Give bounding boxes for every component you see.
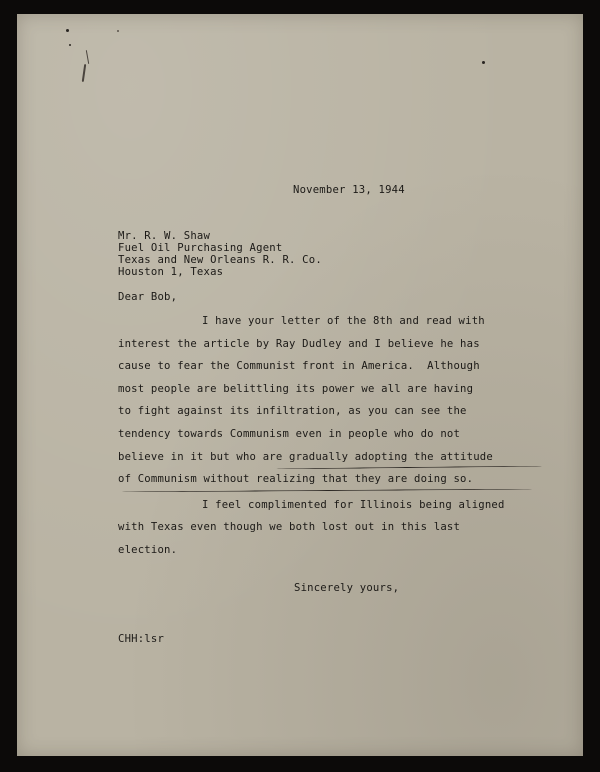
salutation: Dear Bob, — [118, 291, 178, 303]
typist-initials: CHH:lsr — [118, 633, 165, 645]
paragraph2-line: with Texas even though we both lost out in this last — [118, 521, 461, 533]
ink-spot — [117, 30, 119, 32]
ink-spot — [66, 29, 69, 32]
closing: Sincerely yours, — [294, 582, 400, 594]
handwritten-underline — [122, 489, 532, 493]
paragraph1-line: most people are belittling its power we all are having — [118, 383, 474, 395]
paragraph1-line: tendency towards Communism even in people who do not — [118, 428, 461, 440]
recipient-city: Houston 1, Texas — [118, 266, 224, 278]
paragraph1-line: believe in it but who are gradually adopting the attitude — [118, 451, 493, 463]
pencil-mark — [86, 50, 89, 64]
pencil-mark — [82, 64, 86, 82]
letter-date: November 13, 1944 — [293, 184, 405, 196]
paragraph1-line: interest the article by Ray Dudley and I believe he has — [118, 338, 480, 350]
recipient-company: Texas and New Orleans R. R. Co. — [118, 254, 322, 266]
paragraph2-line: I feel complimented for Illinois being aligned — [202, 499, 505, 511]
paragraph1-line: of Communism without realizing that they are doing so. — [118, 473, 474, 485]
recipient-name: Mr. R. W. Shaw — [118, 230, 211, 242]
paragraph1-line: I have your letter of the 8th and read with — [202, 315, 485, 327]
handwritten-underline — [276, 466, 542, 470]
recipient-title: Fuel Oil Purchasing Agent — [118, 242, 283, 254]
ink-spot — [69, 44, 71, 46]
ink-spot — [482, 61, 485, 64]
letter-page — [17, 14, 583, 756]
paragraph2-line: election. — [118, 544, 178, 556]
paragraph1-line: cause to fear the Communist front in America. Although — [118, 360, 480, 372]
paragraph1-line: to fight against its infiltration, as you can see the — [118, 405, 467, 417]
